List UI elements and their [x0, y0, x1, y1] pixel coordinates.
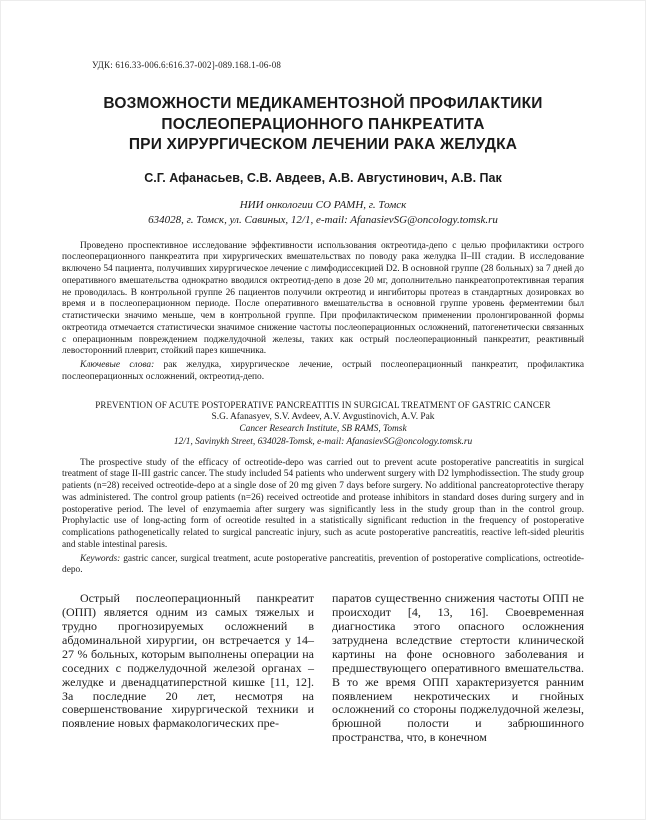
english-affiliation-address-email: 12/1, Savinykh Street, 634028-Tomsk, e-mail: AfanasievSG@oncology.tomsk.ru — [173, 437, 473, 448]
body-column-left — [62, 592, 314, 745]
abstract-ru — [62, 241, 584, 359]
keywords-en-text: gastric cancer, surgical treatment, acute postoperative pancreatitis, prevention of postoperative complications, octreotide-depo. — [62, 553, 584, 576]
abstract-en — [62, 458, 584, 552]
keywords-en-label: Keywords: — [80, 553, 121, 564]
abstract-en-text: The prospective study of the efficacy of octreotide-depo was carried out to prevent acute postoperative pancreatitis in surgical treatment of stage II-III gastric cancer. The study included 54 patients who underwent surgery with D2 lymphodissection. The study group patients (n=28) received octreotide-depo at a single dose of 20 mg given 7 days before surgery. No additional pancreatoprotective therapy was administered. The control group patients (n=26) received octreotide and protease inhibitors in standard doses during surgery and in postoperative period. The level of enzymaemia after surgery was significantly less in the study group than in the control group. Prophylactic use of long-acting form of ocreotide resulted in a statistically significant reduction in the frequency of postoperative complications pathogenetically related to surgical pancreatic injury, such as acute postoperative pancreatitis, reactive left-sided pleuritis and stable intestinal paresis. — [62, 457, 584, 550]
affiliation-address-email: 634028, г. Томск, ул. Савиных, 12/1, e-mail: AfanasievSG@oncology.tomsk.ru — [148, 213, 498, 226]
udk-code: УДК: 616.33-006.6:616.37-002]-089.168.1-06-08 — [92, 60, 282, 70]
body-column-right — [332, 592, 584, 745]
keywords-ru-text: рак желудка, хирургическое лечение, острый послеоперационный панкреатит, профилактика послеоперационных осложнений, октреотид-депо. — [62, 360, 584, 382]
keywords-en — [62, 554, 584, 578]
affiliation-block — [62, 198, 584, 228]
english-authors: S.G. Afanasyev, S.V. Avdeev, A.V. Avgustinovich, A.V. Pak — [211, 411, 435, 422]
keywords-ru-label: Ключевые слова: — [80, 360, 155, 371]
body-column-left-text: Острый послеоперационный панкреатит (ОПП) является одним из самых тяжелых и трудно прогнозируемых осложнений в абдоминальной хирургии, он встречается у 14–27 % больных, которым выполнены операции на соседних с поджелудочной железой органах – желудке и двенадцатиперстной кишке [11, 12]. За последние 20 лет, несмотря на совершенствование хирургической техники и появление новых фармакологических пре- — [62, 591, 314, 731]
body-column-right-text: паратов существенно снижения частоты ОПП не происходит [4, 13, 16]. Своевременная диагностика этого опасного осложнения затруднена вследствие стертости клинической картины на фоне основного заболевания и предшествующего оперативного вмешательства. В то же время ОПП характеризуется ранним появлением некротических и гнойных осложнений со стороны поджелудочной железы, брюшной полости и забрюшинного пространства, что, в конечном — [332, 591, 584, 745]
affiliation-institute: НИИ онкологии СО РАМН, г. Томск — [239, 198, 407, 211]
english-title: PREVENTION OF ACUTE POSTOPERATIVE PANCREATITIS IN SURGICAL TREATMENT OF GASTRIC CANCER — [95, 399, 551, 410]
body-text-columns — [62, 592, 584, 745]
english-affiliation-institute: Cancer Research Institute, SB RAMS, Tomsk — [239, 424, 407, 435]
abstract-ru-text: Проведено проспективное исследование эффективности использования октреотида-депо с целью профилактики острого послеоперационного панкреатита при хирургических вмешательствах по поводу рака желудка II–III стадии. В исследование включено 54 пациента, получивших хирургическое лечение с лимфодиссекцией D2. В основной группе (28 больных) за 7 дней до оперативного вмешательства однократно вводился октреотид-депо в дозе 20 мг, дополнительно панкреатопротективная терапия не проводилась. В контрольной группе 26 пациентов получили октреотид и ингибиторы протеаз в стандартных дозировках во время и в послеоперационном периоде. После оперативного вмешательства в основной группе уровень ферментемии был статистически значимо меньше, чем в контрольной группе. При профилактическом применении пролонгированной формы октреотида отмечается статистически значимое снижение частоты послеоперационных осложнений, патогенетически связанных с операционным повреждением поджелудочной железы, таких как острый послеоперационный панкреатит, реактивный левосторонний плеврит, стойкий парез кишечника. — [62, 240, 584, 357]
title-line-3: ПРИ ХИРУРГИЧЕСКОМ ЛЕЧЕНИИ РАКА ЖЕЛУДКА — [128, 136, 518, 154]
keywords-ru — [62, 360, 584, 384]
title-line-1: ВОЗМОЖНОСТИ МЕДИКАМЕНТОЗНОЙ ПРОФИЛАКТИКИ — [103, 95, 543, 112]
paper-title — [62, 94, 584, 156]
title-line-2: ПОСЛЕОПЕРАЦИОННОГО ПАНКРЕАТИТА — [161, 115, 485, 133]
authors-line: С.Г. Афанасьев, С.В. Авдеев, А.В. Августинович, А.В. Пак — [144, 170, 502, 185]
english-header-block — [62, 399, 584, 449]
